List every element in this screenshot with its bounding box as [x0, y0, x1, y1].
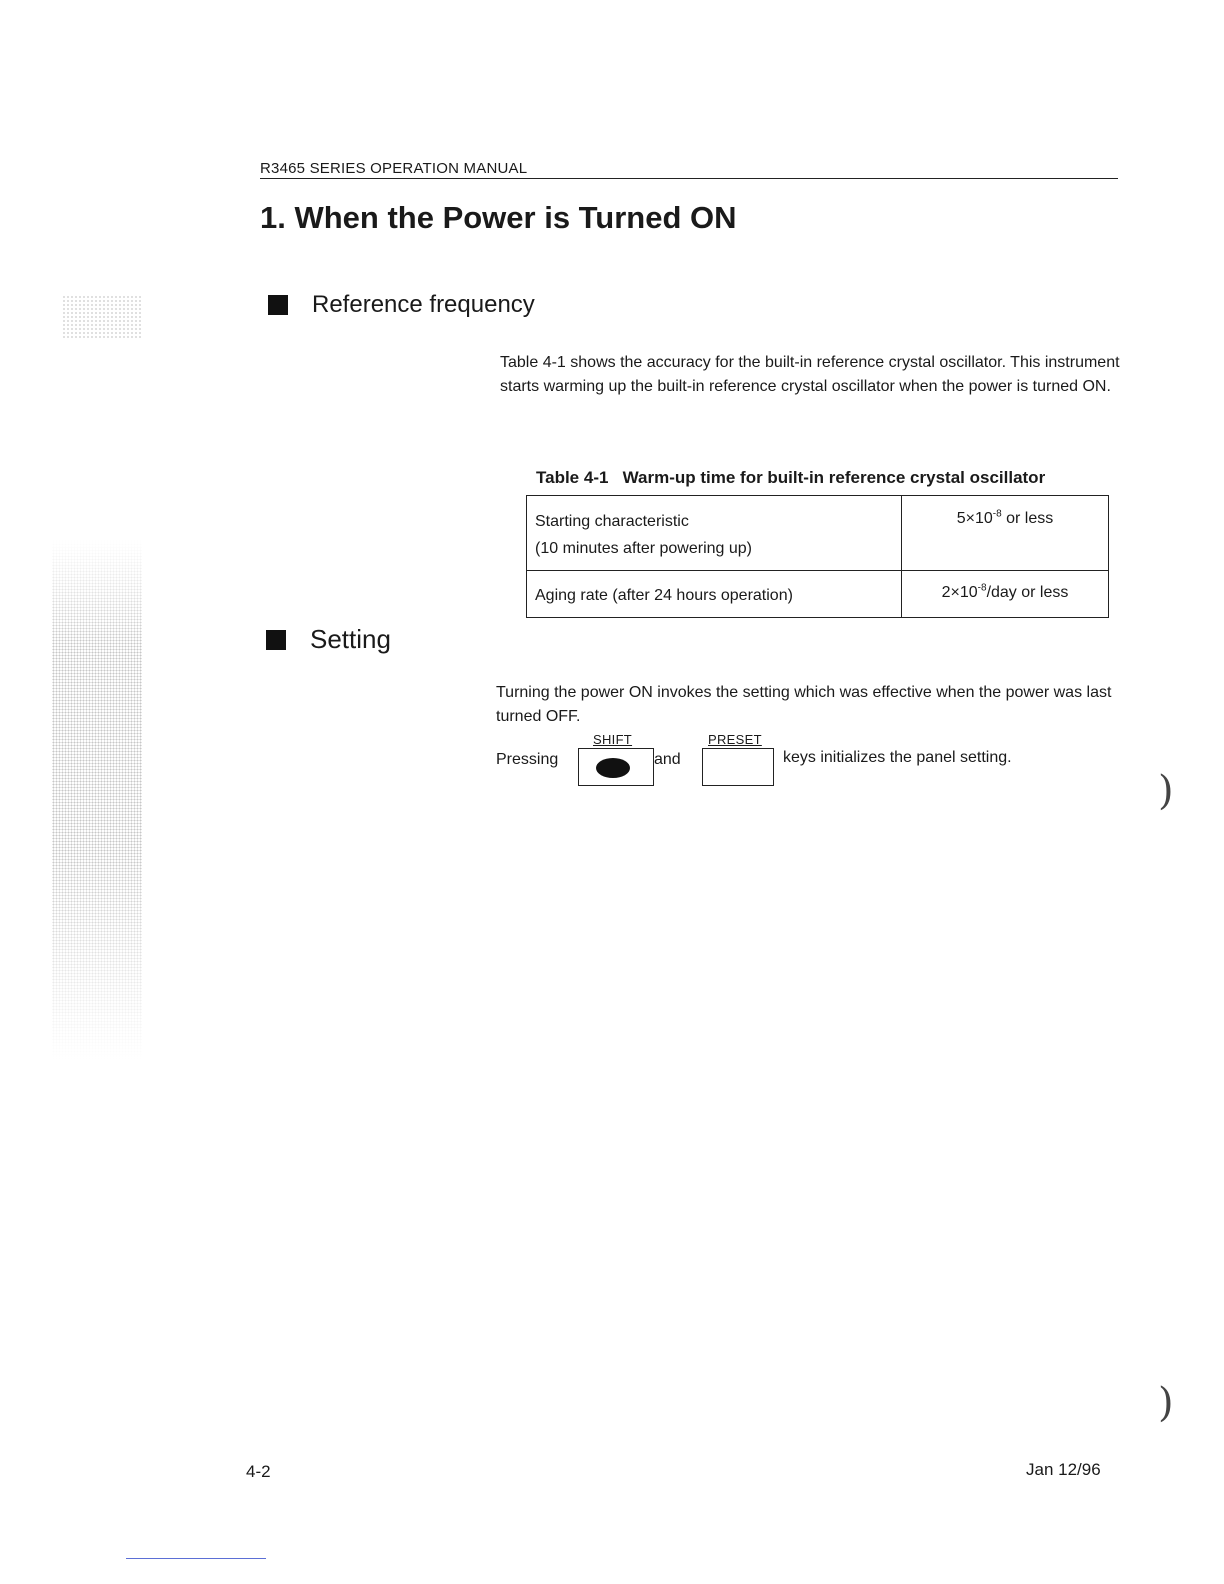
scan-artifact-paren-icon: )	[1158, 768, 1174, 814]
value-base: 2×10	[941, 584, 978, 601]
square-bullet-icon	[266, 630, 286, 650]
running-header: R3465 SERIES OPERATION MANUAL	[260, 160, 528, 177]
table-cell-value	[902, 571, 1109, 618]
table-cell-value	[902, 496, 1109, 571]
table-cell-parameter	[527, 571, 902, 618]
value-tail: or less	[1001, 510, 1054, 527]
value-exponent: -8	[992, 508, 1002, 520]
reference-frequency-paragraph: Table 4-1 shows the accuracy for the built-in reference crystal oscillator. This instrument starts warming up the built-in reference crystal oscillator when the power is turned ON.	[500, 354, 1120, 395]
chapter-title: 1. When the Power is Turned ON	[260, 200, 737, 235]
key-instruction-prefix: Pressing	[496, 751, 559, 768]
preset-key-label: PRESET	[708, 732, 762, 747]
param-line: Aging rate (after 24 hours operation)	[535, 587, 793, 604]
page-date: Jan 12/96	[1026, 1460, 1101, 1479]
section-heading-reference-frequency	[268, 291, 535, 319]
scan-artifact-paren-icon: )	[1158, 1380, 1174, 1426]
square-bullet-icon	[268, 295, 288, 315]
param-line: Starting characteristic	[535, 513, 689, 530]
scan-noise-left-margin	[52, 540, 142, 1060]
setting-paragraph: Turning the power ON invokes the setting which was effective when the power was last turned OFF.	[496, 684, 1112, 725]
key-instruction	[496, 732, 1116, 792]
page-number: 4-2	[246, 1462, 271, 1481]
key-instruction-suffix: keys initializes the panel setting.	[783, 749, 1012, 766]
value-base: 5×10	[956, 510, 993, 527]
table-row	[527, 496, 1109, 571]
section-heading-label: Reference frequency	[312, 291, 535, 318]
value-tail: /day or less	[986, 584, 1069, 601]
table-cell-parameter	[527, 496, 902, 571]
warmup-table	[526, 495, 1109, 618]
preset-key-icon	[702, 748, 774, 786]
shift-key-label: SHIFT	[593, 732, 633, 747]
bottom-rule	[126, 1558, 266, 1559]
key-instruction-conjunction: and	[654, 751, 681, 768]
shift-dot-icon	[596, 758, 630, 778]
param-line: (10 minutes after powering up)	[535, 540, 752, 557]
header-rule	[260, 178, 1118, 179]
section-heading-setting	[266, 624, 391, 655]
value-exponent: -8	[977, 582, 987, 594]
table-row	[527, 571, 1109, 618]
shift-key-icon	[578, 748, 654, 786]
section-heading-label: Setting	[310, 624, 391, 654]
scan-noise-top	[62, 295, 142, 340]
table-caption: Table 4-1 Warm-up time for built-in reference crystal oscillator	[536, 468, 1046, 487]
